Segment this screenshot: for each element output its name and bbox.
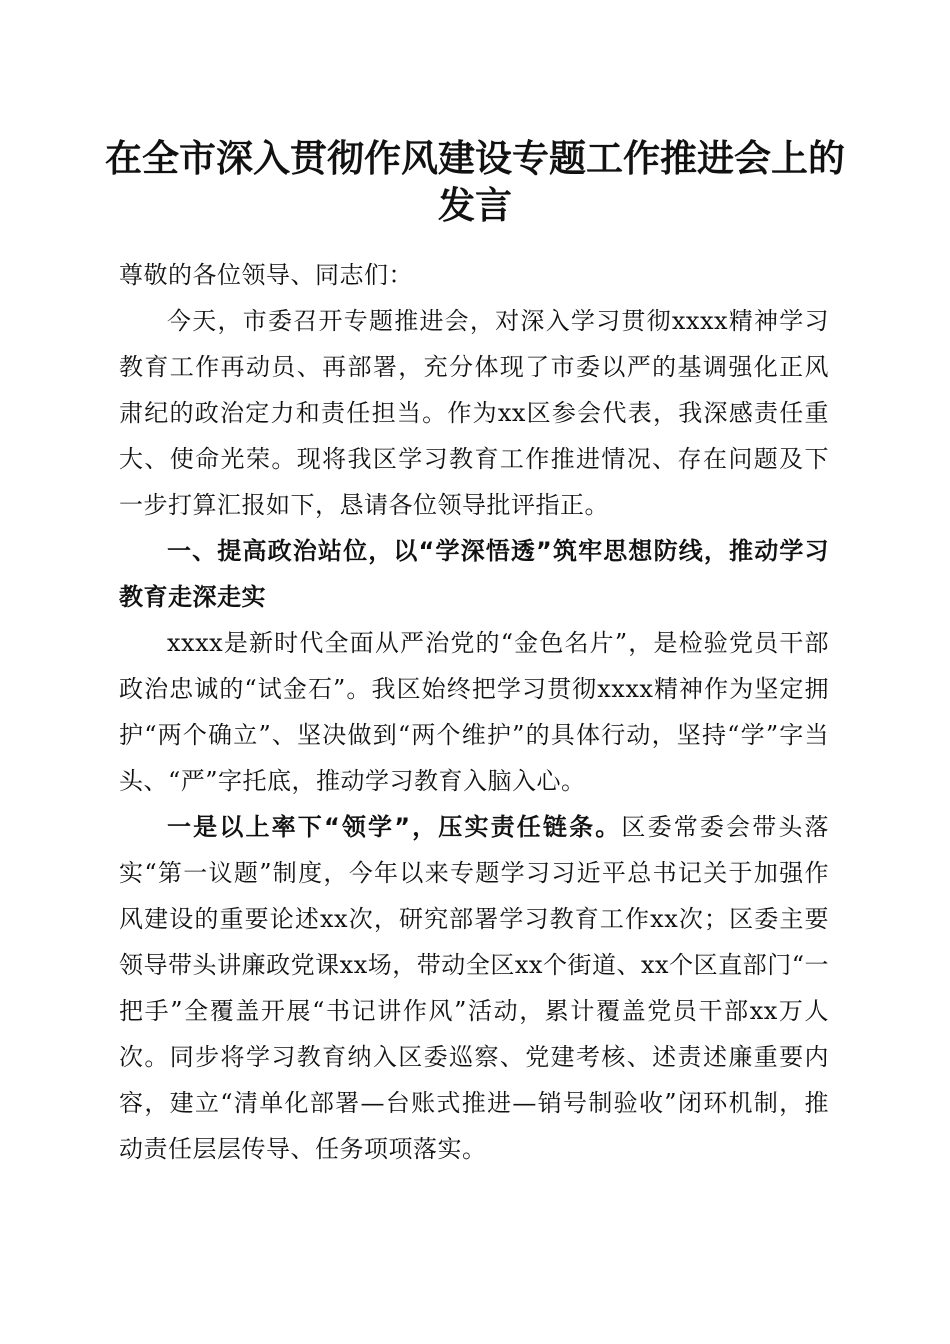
point-1-paragraph (119, 804, 829, 1172)
point-1-body: 区委常委会带头落实“第一议题”制度，今年以来专题学习习近平总书记关于加强作风建设的重要论述xx次，研究部署学习教育工作xx次；区委主要领导带头讲廉政党课xx场，带动全区xx个街道、xx个区直部门“一把手”全覆盖开展“书记讲作风”活动，累计覆盖党员干部xx万人次。同步将学习教育纳入区委巡察、党建考核、述责述廉重要内容，建立“清单化部署—台账式推进—销号制验收”闭环机制，推动责任层层传导、任务项项落实。 (119, 813, 830, 1163)
salutation: 尊敬的各位领导、同志们： (119, 261, 413, 289)
section-1-paragraph: xxxx是新时代全面从严治党的“金色名片”，是检验党员干部政治忠诚的“试金石”。我区始终把学习贯彻xxxx精神作为坚定拥护“两个确立”、坚决做到“两个维护”的具体行动，坚持“学”字当头、“严”字托底，推动学习教育入脑入心。 (119, 629, 829, 795)
document-body (119, 252, 829, 1172)
document-title-line-1: 在全市深入贯彻作风建设专题工作推进会上的 (105, 136, 845, 180)
point-1-lead: 一是以上率下“领学”，压实责任链条。 (167, 813, 622, 841)
document-title-line-2: 发言 (438, 183, 512, 227)
section-1-heading: 一、提高政治站位，以“学深悟透”筑牢思想防线，推动学习教育走深走实 (119, 537, 829, 611)
intro-paragraph: 今天，市委召开专题推进会，对深入学习贯彻xxxx精神学习教育工作再动员、再部署，充分体现了市委以严的基调强化正风肃纪的政治定力和责任担当。作为xx区参会代表，我深感责任重大、使命光荣。现将我区学习教育工作推进情况、存在问题及下一步打算汇报如下，恳请各位领导批评指正。 (119, 307, 829, 519)
